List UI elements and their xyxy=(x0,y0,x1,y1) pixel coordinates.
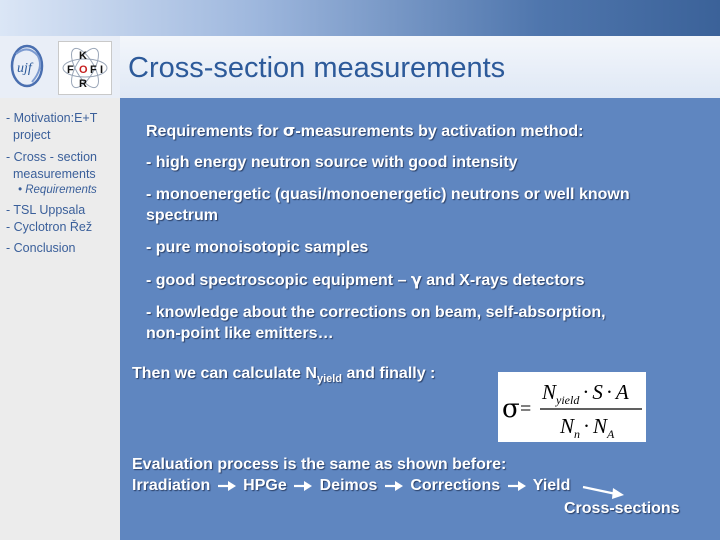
then-calc-text xyxy=(132,363,435,390)
item-monoenergetic-line1: - monoenergetic (quasi/monoenergetic) neutrons or well known xyxy=(146,186,630,203)
arrow-right-icon xyxy=(384,480,404,492)
flow-corrections: Corrections xyxy=(410,477,501,494)
top-bar xyxy=(0,0,720,36)
cross-section-formula xyxy=(498,372,646,442)
item-corrections-line1: - knowledge about the corrections on beam, self-absorption, xyxy=(146,304,606,321)
flow-hpge: HPGe xyxy=(243,477,287,494)
formula-equals: = xyxy=(520,398,532,420)
sidebar-item-label: measurements xyxy=(13,167,96,181)
flow-irradiation: Irradiation xyxy=(132,477,211,494)
sidebar-item-label: - Motivation:E+T xyxy=(6,111,98,125)
sidebar-item-cross-section[interactable] xyxy=(6,149,97,183)
item-neutron-source: - high energy neutron source with good intensity xyxy=(146,154,518,171)
req-suffix: -measurements by activation method: xyxy=(295,123,584,140)
formula-svg xyxy=(498,372,646,442)
flow-deimos: Deimos xyxy=(319,477,378,494)
arrow-right-icon xyxy=(293,480,313,492)
flow-yield: Yield xyxy=(532,477,571,494)
sigma-symbol: σ xyxy=(282,121,296,140)
logo-letter-i: I xyxy=(100,64,104,76)
arrow-right-icon xyxy=(507,480,527,492)
sidebar-item-label: - Cross - section xyxy=(6,150,97,164)
gamma-symbol: γ xyxy=(410,270,422,289)
logo-letter-r: R xyxy=(79,78,87,90)
item-monoenergetic-line2: spectrum xyxy=(146,207,219,224)
item-spectroscopic xyxy=(146,269,585,291)
ujf-logo-icon xyxy=(8,42,46,90)
formula-Nn-NA: $N_n \cdot N_A$ xyxy=(560,414,615,441)
logo-letter-k: K xyxy=(79,50,87,62)
then-prefix: Then we can calculate N xyxy=(132,365,317,382)
item4-prefix: - good spectroscopic equipment – xyxy=(146,272,411,289)
then-suffix: and finally : xyxy=(342,365,436,382)
process-flow xyxy=(132,475,570,496)
then-sub-yield: yield xyxy=(316,373,343,386)
slide-title: Cross-section measurements xyxy=(128,52,506,84)
sidebar-item-label: project xyxy=(13,128,51,142)
formula-sigma: σ xyxy=(502,394,520,424)
formula-N-yield: $N_{yield} \cdot S \cdot A$ xyxy=(542,380,629,407)
logo-letter-f1: F xyxy=(67,64,74,76)
requirements-heading xyxy=(146,120,583,142)
sidebar-item-conclusion[interactable]: - Conclusion xyxy=(6,241,76,255)
item4-suffix: and X-rays detectors xyxy=(421,272,585,289)
sidebar-item-motivation[interactable] xyxy=(6,110,97,144)
svg-text:ujf: ujf xyxy=(17,61,32,76)
sidebar-item-cyclotron[interactable]: - Cyclotron Řež xyxy=(6,220,93,234)
sidebar-subitem-requirements[interactable]: • Requirements xyxy=(18,184,97,196)
item-corrections-line2: non-point like emitters… xyxy=(146,325,334,342)
kfofi-logo-icon xyxy=(59,42,111,94)
kfofi-logo xyxy=(58,41,112,95)
req-prefix: Requirements for xyxy=(146,123,283,140)
sidebar-item-tsl-uppsala[interactable]: - TSL Uppsala xyxy=(6,203,86,217)
logo-letter-f2: F xyxy=(90,64,97,76)
cross-sections-label: Cross-sections xyxy=(564,500,680,517)
arrow-right-icon xyxy=(217,480,237,492)
logo-letter-o: O xyxy=(79,64,88,76)
evaluation-text: Evaluation process is the same as shown before: xyxy=(132,456,507,473)
item-monoisotopic: - pure monoisotopic samples xyxy=(146,239,369,256)
